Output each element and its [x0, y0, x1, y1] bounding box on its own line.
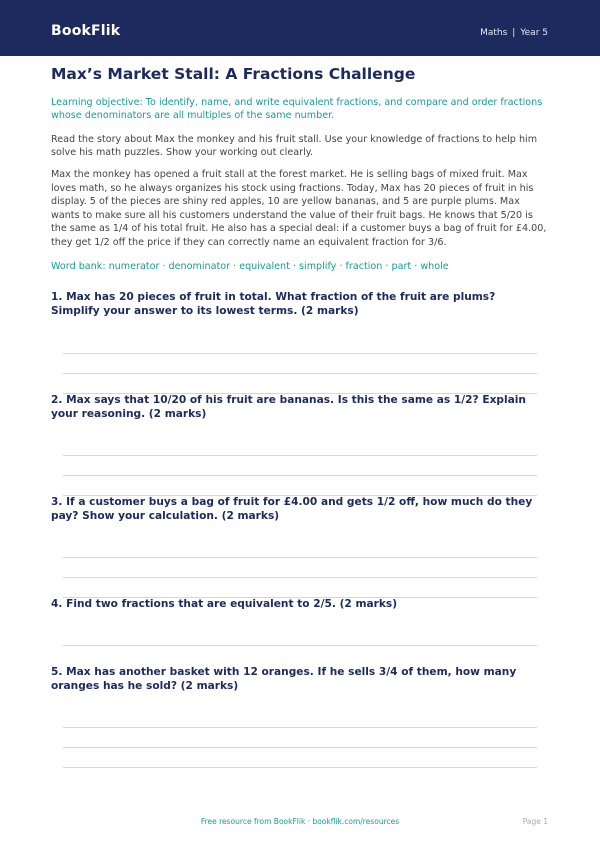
answer-line[interactable]: [63, 727, 537, 728]
word-bank: Word bank: numerator · denominator · equivalent · simplify · fraction · part · whole: [51, 261, 449, 272]
question-2: 2. Max says that 10/20 of his fruit are bananas. Is this the same as 1/2? Explain your reasoning. (2 marks): [51, 394, 526, 421]
answer-line[interactable]: [63, 373, 537, 374]
footer-credit: Free resource from BookFlik · bookflik.com/resources: [200, 817, 400, 826]
year-label: Year 5: [520, 28, 548, 38]
answer-line[interactable]: [63, 455, 537, 456]
answer-line[interactable]: [63, 747, 537, 748]
answer-line[interactable]: [63, 475, 537, 476]
story-text: Max the monkey has opened a fruit stall at the forest market. He is selling bags of mixed fruit. Max loves math, so he always organizes his stock using fractions. Today, Max has 20 pieces of fruit in his display. 5 of the pieces are shiny red apples, 10 are yellow bananas, and 5 are purple plums. Max wants to make sure all his customers understand the value of their fruit bags. He knows that 5/20 is the same as 1/4 of his total fruit. He also has a special deal: if a customer buys a bag of fruit for £4.00, they get 1/2 off the price if they can correctly name an equivalent fraction for 3/6.: [51, 169, 547, 248]
learning-objective: Learning objective: To identify, name, and write equivalent fractions, and compare and order fractions whose denominators are all multiples of the same number.: [51, 97, 543, 121]
page-number: Page 1: [522, 817, 548, 826]
meta-separator: |: [512, 28, 516, 38]
answer-line[interactable]: [63, 577, 537, 578]
question-5: 5. Max has another basket with 12 oranges. If he sells 3/4 of them, how many oranges has he sold? (2 marks): [51, 666, 517, 693]
brand-logo: BookFlik: [51, 23, 121, 39]
question-4: 4. Find two fractions that are equivalent to 2/5. (2 marks): [51, 598, 398, 610]
subject-label: Maths: [480, 28, 508, 38]
answer-line[interactable]: [63, 353, 537, 354]
question-1: 1. Max has 20 pieces of fruit in total. What fraction of the fruit are plums? Simplify your answer to its lowest terms. (2 marks): [51, 291, 496, 318]
subject-year-label: [480, 28, 548, 38]
answer-line[interactable]: [63, 645, 537, 646]
instructions: Read the story about Max the monkey and his fruit stall. Use your knowledge of fractions to help him solve his math puzzles. Show your working out clearly.: [51, 134, 538, 158]
answer-line[interactable]: [63, 767, 537, 768]
answer-line[interactable]: [63, 557, 537, 558]
question-3: 3. If a customer buys a bag of fruit for £4.00 and gets 1/2 off, how much do they pay? Show your calculation. (2 marks): [51, 496, 533, 523]
worksheet-title: Max’s Market Stall: A Fractions Challenge: [51, 65, 416, 83]
page-header: [0, 0, 600, 56]
